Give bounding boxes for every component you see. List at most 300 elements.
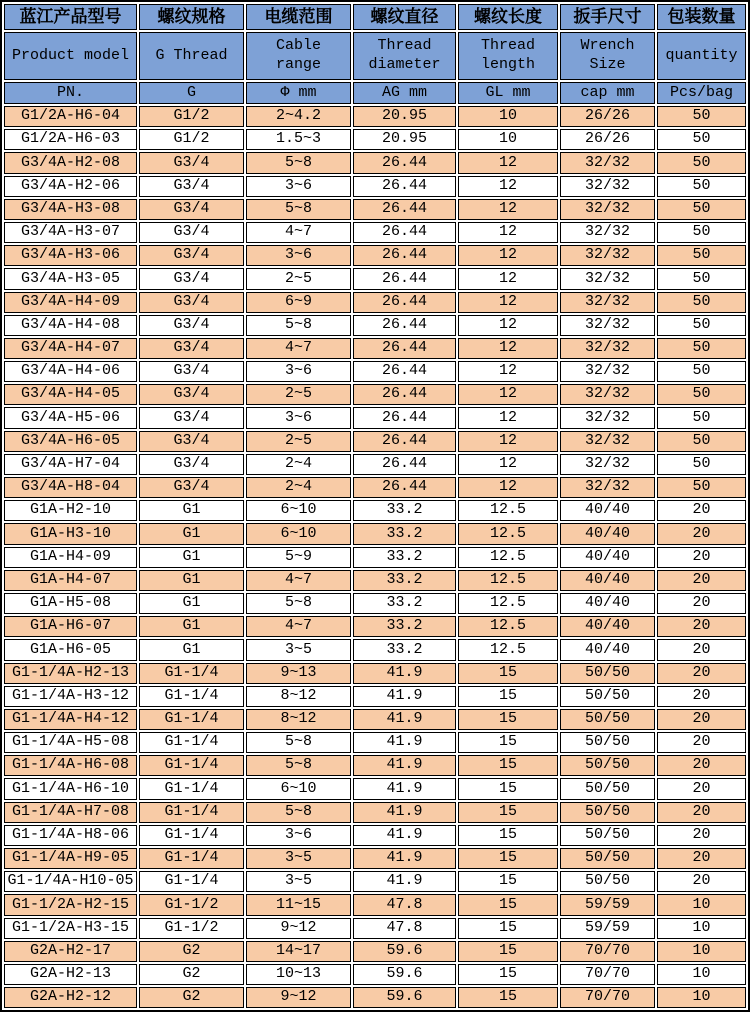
table-cell: 40/40 [560,570,655,591]
table-cell: 5~8 [246,732,351,753]
table-cell: G1 [139,570,244,591]
table-cell: 40/40 [560,593,655,614]
table-cell: 50 [657,199,746,220]
table-cell: G1-1/4A-H2-13 [4,663,137,684]
table-head [4,4,746,104]
table-cell: 50 [657,222,746,243]
table-cell: 20 [657,663,746,684]
table-cell: 2~4 [246,454,351,475]
header-cell-en: quantity [657,32,746,80]
table-cell: G1/2 [139,106,244,127]
table-cell: G1-1/4A-H5-08 [4,732,137,753]
table-cell: G1A-H4-07 [4,570,137,591]
table-cell: 15 [458,663,558,684]
table-cell: 20 [657,500,746,521]
table-cell: 50 [657,315,746,336]
table-cell: 20 [657,802,746,823]
table-cell: 3~6 [246,825,351,846]
table-cell: 50 [657,152,746,173]
table-cell: 50 [657,384,746,405]
table-row [4,825,746,846]
table-cell: 4~7 [246,338,351,359]
table-cell: G3/4A-H4-07 [4,338,137,359]
table-cell: G3/4 [139,292,244,313]
table-cell: 50 [657,477,746,498]
table-cell: 20 [657,755,746,776]
table-cell: 32/32 [560,268,655,289]
table-row [4,129,746,150]
table-cell: G1-1/4 [139,825,244,846]
table-cell: G3/4A-H4-06 [4,361,137,382]
table-cell: 9~13 [246,663,351,684]
table-cell: 50 [657,268,746,289]
table-cell: 50/50 [560,732,655,753]
table-cell: 50/50 [560,802,655,823]
table-cell: 41.9 [353,663,456,684]
table-cell: 12 [458,222,558,243]
table-cell: G1-1/4 [139,871,244,892]
table-cell: 26.44 [353,361,456,382]
table-cell: 15 [458,825,558,846]
table-cell: 40/40 [560,616,655,637]
table-cell: 20 [657,570,746,591]
table-cell: G3/4A-H4-09 [4,292,137,313]
header-cell-unit: Pcs/bag [657,82,746,104]
table-cell: 26.44 [353,176,456,197]
table-cell: 50 [657,431,746,452]
table-cell: 3~6 [246,361,351,382]
table-body [4,106,746,1008]
table-cell: 50/50 [560,709,655,730]
table-row [4,616,746,637]
table-cell: G1-1/4A-H4-12 [4,709,137,730]
table-row [4,547,746,568]
table-cell: 50 [657,407,746,428]
table-row [4,964,746,985]
table-cell: G3/4 [139,199,244,220]
header-cell-zh: 螺纹规格 [139,4,244,30]
table-cell: G1 [139,616,244,637]
table-cell: 12 [458,361,558,382]
table-cell: G1-1/4A-H10-05 [4,871,137,892]
table-cell: 20 [657,709,746,730]
table-cell: G1-1/2 [139,894,244,915]
table-cell: 40/40 [560,500,655,521]
table-cell: G2 [139,941,244,962]
table-cell: 12 [458,384,558,405]
table-cell: 10 [657,964,746,985]
table-cell: 5~8 [246,152,351,173]
header-cell-zh: 蓝江产品型号 [4,4,137,30]
table-row [4,338,746,359]
table-cell: 15 [458,732,558,753]
table-cell: 5~9 [246,547,351,568]
table-cell: 6~10 [246,500,351,521]
table-cell: G1A-H4-09 [4,547,137,568]
header-cell-unit: cap mm [560,82,655,104]
table-row [4,663,746,684]
table-cell: G1-1/2A-H3-15 [4,918,137,939]
table-cell: 59.6 [353,964,456,985]
table-cell: 32/32 [560,245,655,266]
table-cell: 32/32 [560,199,655,220]
table-cell: 4~7 [246,570,351,591]
table-cell: 33.2 [353,593,456,614]
table-cell: 41.9 [353,778,456,799]
table-cell: 20 [657,778,746,799]
table-cell: 12.5 [458,593,558,614]
table-cell: 59.6 [353,941,456,962]
table-cell: G1-1/4A-H3-12 [4,686,137,707]
table-cell: 12.5 [458,616,558,637]
table-cell: 10 [657,918,746,939]
table-row [4,245,746,266]
table-cell: 12 [458,292,558,313]
table-cell: 5~8 [246,199,351,220]
table-cell: 15 [458,802,558,823]
table-cell: 15 [458,709,558,730]
table-cell: 8~12 [246,709,351,730]
table-cell: 20 [657,848,746,869]
table-cell: 20 [657,616,746,637]
table-cell: 6~10 [246,778,351,799]
table-cell: G3/4 [139,454,244,475]
header-cell-en: Thread diameter [353,32,456,80]
table-cell: 50/50 [560,825,655,846]
table-row [4,407,746,428]
table-cell: 70/70 [560,964,655,985]
table-row [4,523,746,544]
table-row [4,778,746,799]
table-cell: 15 [458,918,558,939]
table-cell: 6~10 [246,523,351,544]
table-cell: 26.44 [353,454,456,475]
table-cell: 3~6 [246,176,351,197]
table-cell: G1-1/4 [139,709,244,730]
table-cell: 4~7 [246,616,351,637]
table-cell: 12 [458,338,558,359]
table-cell: G2A-H2-13 [4,964,137,985]
table-cell: 50 [657,245,746,266]
table-cell: 32/32 [560,315,655,336]
table-cell: G1-1/4A-H9-05 [4,848,137,869]
table-row [4,755,746,776]
table-cell: 32/32 [560,384,655,405]
table-cell: G3/4A-H8-04 [4,477,137,498]
table-cell: 12 [458,477,558,498]
table-cell: 10 [657,987,746,1008]
table-cell: 26.44 [353,245,456,266]
table-cell: 32/32 [560,338,655,359]
table-cell: 41.9 [353,802,456,823]
table-cell: G1-1/4 [139,755,244,776]
table-cell: 70/70 [560,941,655,962]
table-cell: 11~15 [246,894,351,915]
table-cell: 15 [458,686,558,707]
table-cell: G3/4 [139,431,244,452]
table-row [4,941,746,962]
table-cell: 50/50 [560,848,655,869]
table-row [4,152,746,173]
table-cell: G1A-H6-05 [4,639,137,660]
table-cell: 59/59 [560,918,655,939]
table-cell: G3/4 [139,407,244,428]
table-cell: 50/50 [560,778,655,799]
table-row [4,918,746,939]
table-row [4,987,746,1008]
table-cell: G2A-H2-12 [4,987,137,1008]
table-cell: 2~5 [246,384,351,405]
table-cell: 59/59 [560,894,655,915]
table-cell: 47.8 [353,894,456,915]
header-cell-unit: Φ mm [246,82,351,104]
table-cell: 50 [657,292,746,313]
table-row [4,106,746,127]
table-cell: 12 [458,268,558,289]
table-row [4,268,746,289]
table-cell: 32/32 [560,222,655,243]
table-cell: 50 [657,338,746,359]
table-cell: 5~8 [246,593,351,614]
table-row [4,292,746,313]
table-cell: 20 [657,871,746,892]
table-cell: G3/4 [139,361,244,382]
table-cell: 2~4 [246,477,351,498]
table-cell: 32/32 [560,477,655,498]
table-row [4,871,746,892]
header-cell-en: Product model [4,32,137,80]
table-cell: G3/4A-H5-06 [4,407,137,428]
table-row [4,222,746,243]
table-cell: 6~9 [246,292,351,313]
table-cell: 5~8 [246,802,351,823]
table-cell: G3/4A-H3-05 [4,268,137,289]
table-cell: 3~5 [246,639,351,660]
table-cell: 32/32 [560,176,655,197]
table-cell: 15 [458,871,558,892]
table-cell: G1 [139,523,244,544]
table-cell: G1-1/4 [139,802,244,823]
header-cell-unit: GL mm [458,82,558,104]
table-cell: 33.2 [353,500,456,521]
table-cell: 20 [657,686,746,707]
table-cell: 3~5 [246,848,351,869]
table-cell: 50/50 [560,871,655,892]
table-cell: G1A-H2-10 [4,500,137,521]
table-cell: 50/50 [560,755,655,776]
table-cell: 8~12 [246,686,351,707]
table-row [4,361,746,382]
table-row [4,176,746,197]
table-cell: 12 [458,152,558,173]
table-cell: 50 [657,454,746,475]
table-cell: G1-1/2A-H2-15 [4,894,137,915]
table-cell: G3/4A-H3-07 [4,222,137,243]
table-row [4,454,746,475]
table-cell: 59.6 [353,987,456,1008]
table-cell: G1 [139,547,244,568]
table-cell: G2 [139,964,244,985]
table-row [4,709,746,730]
table-cell: 26/26 [560,106,655,127]
table-cell: G3/4 [139,338,244,359]
table-cell: 26.44 [353,222,456,243]
table-cell: 12 [458,431,558,452]
table-cell: G3/4 [139,222,244,243]
table-cell: 40/40 [560,523,655,544]
table-cell: 32/32 [560,454,655,475]
table-cell: G1 [139,639,244,660]
table-cell: G1-1/4 [139,732,244,753]
header-cell-unit: AG mm [353,82,456,104]
table-cell: 32/32 [560,431,655,452]
table-cell: 12.5 [458,500,558,521]
table-cell: G3/4A-H4-08 [4,315,137,336]
table-cell: 15 [458,964,558,985]
table-cell: 41.9 [353,755,456,776]
table-cell: 5~8 [246,755,351,776]
table-row [4,639,746,660]
table-cell: 15 [458,778,558,799]
table-cell: 12 [458,176,558,197]
table-row [4,848,746,869]
table-cell: 12.5 [458,570,558,591]
table-cell: G1A-H6-07 [4,616,137,637]
table-cell: G1/2A-H6-04 [4,106,137,127]
table-cell: G1-1/4 [139,778,244,799]
table-cell: G1 [139,500,244,521]
table-cell: 15 [458,848,558,869]
table-cell: 32/32 [560,407,655,428]
table-cell: 20 [657,547,746,568]
table-cell: G1 [139,593,244,614]
table-cell: G1-1/4 [139,663,244,684]
header-cell-zh: 扳手尺寸 [560,4,655,30]
table-cell: G1A-H5-08 [4,593,137,614]
table-cell: 26.44 [353,199,456,220]
table-cell: 26.44 [353,268,456,289]
table-cell: 12.5 [458,639,558,660]
table-cell: 10 [657,941,746,962]
table-row [4,894,746,915]
table-cell: G3/4A-H2-08 [4,152,137,173]
table-cell: G1/2A-H6-03 [4,129,137,150]
table-cell: G3/4A-H4-05 [4,384,137,405]
table-cell: G3/4A-H3-08 [4,199,137,220]
header-cell-zh: 电缆范围 [246,4,351,30]
table-cell: 50/50 [560,663,655,684]
table-cell: 12 [458,407,558,428]
table-cell: 50 [657,176,746,197]
table-cell: 50 [657,129,746,150]
table-cell: 5~8 [246,315,351,336]
table-cell: 10 [458,106,558,127]
table-cell: 41.9 [353,825,456,846]
table-cell: 26.44 [353,384,456,405]
table-cell: G1/2 [139,129,244,150]
table-cell: G3/4A-H3-06 [4,245,137,266]
table-cell: G3/4A-H7-04 [4,454,137,475]
table-cell: 32/32 [560,152,655,173]
table-cell: 33.2 [353,523,456,544]
header-cell-en: Cable range [246,32,351,80]
table-cell: 15 [458,755,558,776]
header-cell-unit: G [139,82,244,104]
table-cell: 47.8 [353,918,456,939]
table-cell: 50 [657,361,746,382]
table-cell: 26.44 [353,292,456,313]
table-cell: 12 [458,245,558,266]
table-cell: G2A-H2-17 [4,941,137,962]
table-cell: 41.9 [353,686,456,707]
table-cell: G1-1/4 [139,848,244,869]
table-cell: G1-1/4A-H7-08 [4,802,137,823]
table-row [4,199,746,220]
table-cell: 2~5 [246,268,351,289]
table-cell: 40/40 [560,639,655,660]
table-cell: 3~6 [246,245,351,266]
header-cell-zh: 包装数量 [657,4,746,30]
table-cell: 26.44 [353,315,456,336]
header-cell-zh: 螺纹直径 [353,4,456,30]
table-cell: 32/32 [560,361,655,382]
table-cell: 9~12 [246,987,351,1008]
table-cell: 41.9 [353,848,456,869]
table-cell: 33.2 [353,639,456,660]
table-cell: 70/70 [560,987,655,1008]
table-cell: 15 [458,894,558,915]
table-cell: G3/4 [139,384,244,405]
table-cell: G1-1/4A-H6-08 [4,755,137,776]
table-cell: G3/4A-H2-06 [4,176,137,197]
table-row [4,477,746,498]
table-row [4,802,746,823]
table-cell: 41.9 [353,732,456,753]
table-cell: 12 [458,199,558,220]
table-cell: 26.44 [353,407,456,428]
table-cell: G3/4A-H6-05 [4,431,137,452]
table-cell: G2 [139,987,244,1008]
table-cell: G1-1/2 [139,918,244,939]
table-cell: 41.9 [353,709,456,730]
table-cell: 14~17 [246,941,351,962]
table-cell: 20 [657,639,746,660]
table-cell: G3/4 [139,315,244,336]
table-cell: 20 [657,732,746,753]
table-cell: 20 [657,825,746,846]
table-cell: 26.44 [353,431,456,452]
table-cell: 10~13 [246,964,351,985]
table-cell: 20.95 [353,106,456,127]
header-row-en [4,32,746,80]
table-cell: 32/32 [560,292,655,313]
table-cell: G3/4 [139,477,244,498]
table-cell: G3/4 [139,176,244,197]
table-cell: 26.44 [353,477,456,498]
header-row-zh [4,4,746,30]
table-cell: 3~6 [246,407,351,428]
table-cell: 20 [657,593,746,614]
table-row [4,686,746,707]
table-cell: 26.44 [353,338,456,359]
table-cell: 9~12 [246,918,351,939]
table-cell: 2~5 [246,431,351,452]
table-cell: 12.5 [458,523,558,544]
table-cell: 10 [657,894,746,915]
table-cell: 50/50 [560,686,655,707]
table-cell: 15 [458,941,558,962]
table-cell: 15 [458,987,558,1008]
